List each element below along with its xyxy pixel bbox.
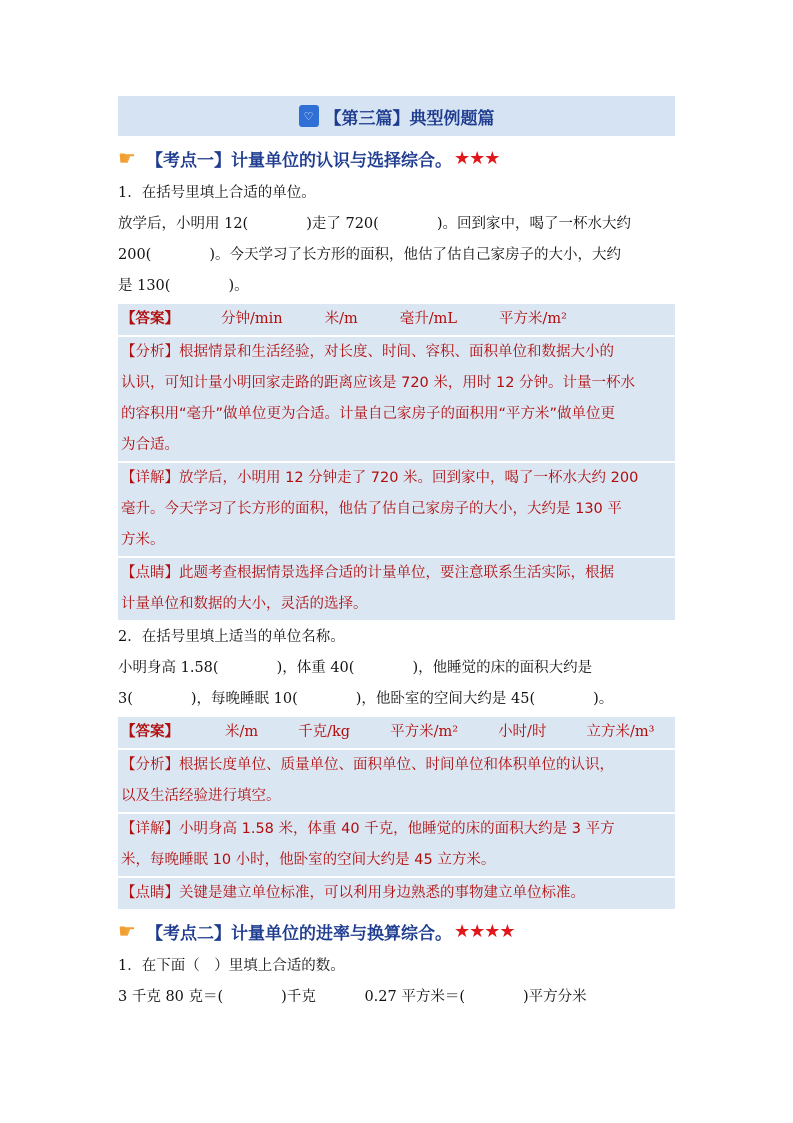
question-text-line [118,653,675,684]
text-segment: )，每晚睡眠 10( [190,691,298,707]
text-segment: )，他睡觉的床的面积大约是 [412,660,593,676]
question-3 [118,951,675,1013]
text-segment: 3( [118,691,133,707]
comment-box [118,878,675,909]
topic-title: 【考点二】计量单位的进率与换算综合。 [146,923,452,944]
answer-value: 分钟/min [221,311,283,327]
comment-line: 计量单位和数据的大小，灵活的选择。 [121,596,368,612]
answer-value: 毫升/mL [399,311,458,327]
difficulty-stars: ★★★★ [454,920,515,942]
analysis-line: 的容积用“毫升”做单位更为合适。计量自己家房子的面积用“平方米”做单位更 [121,406,616,422]
text-segment: )走了 720( [306,216,379,232]
detail-box [118,463,675,556]
difficulty-stars: ★★★ [454,147,500,169]
text-segment: )千克 [281,989,316,1005]
pointing-hand-icon: ☛ [118,146,136,170]
question-text-line [118,684,675,715]
topic-title: 【考点一】计量单位的认识与选择综合。 [146,150,452,171]
topic-heading-1 [118,140,675,176]
question-1 [118,178,675,620]
question-title: 1．在括号里填上合适的单位。 [118,185,316,201]
analysis-box [118,337,675,461]
question-text-line [118,209,675,240]
comment-box [118,558,675,620]
answer-tag: 【答案】 [121,724,179,740]
answer-value: 米/m [324,311,358,327]
text-segment: 0.27 平方米＝( [364,989,466,1005]
detail-line: 米，每晚睡眠 10 小时，他卧室的空间大约是 45 立方米。 [121,852,496,868]
text-segment: )，他卧室的空间大约是 45( [355,691,536,707]
answer-box [118,304,675,335]
question-title: 1．在下面（ ）里填上合适的数。 [118,958,345,974]
comment-line: 【点睛】关键是建立单位标准，可以利用身边熟悉的事物建立单位标准。 [121,885,585,901]
analysis-line: 认识，可知计量小明回家走路的距离应该是 720 米，用时 12 分钟。计量一杯水 [121,375,636,391]
answer-tag: 【答案】 [121,311,179,327]
answer-value: 平方米/m² [390,724,459,740]
analysis-line: 以及生活经验进行填空。 [121,788,281,804]
text-segment: 放学后，小明用 12( [118,216,249,232]
text-segment: )。 [593,691,614,707]
question-text-line [118,982,675,1013]
answer-line [118,304,675,335]
text-segment: )。 [228,278,249,294]
text-segment: )平方分米 [523,989,587,1005]
answer-value: 立方米/m³ [586,724,655,740]
text-segment: 是 130( [118,278,171,294]
analysis-line: 为合适。 [121,437,179,453]
detail-line: 方米。 [121,532,165,548]
book-icon: ♡ [299,105,319,127]
answer-value: 小时/时 [498,724,547,740]
text-segment: )，体重 40( [276,660,355,676]
answer-line [118,717,675,748]
answer-box [118,717,675,748]
detail-line: 毫升。今天学习了长方形的面积，他估了估自己家房子的大小，大约是 130 平 [121,501,622,517]
detail-line: 【详解】小明身高 1.58 米，体重 40 千克，他睡觉的床的面积大约是 3 平方 [121,821,615,837]
analysis-line: 【分析】根据长度单位、质量单位、面积单位、时间单位和体积单位的认识， [121,757,614,773]
question-title: 2．在括号里填上适当的单位名称。 [118,629,345,645]
analysis-line: 【分析】根据情景和生活经验，对长度、时间、容积、面积单位和数据大小的 [121,344,614,360]
text-segment: 小明身高 1.58( [118,660,219,676]
conversion-item [364,982,586,1013]
text-segment: )。回到家中，喝了一杯水大约 [436,216,631,232]
analysis-box [118,750,675,812]
answer-value: 米/m [225,724,259,740]
question-2 [118,622,675,909]
topic-heading-2 [118,913,675,949]
answer-value: 平方米/m² [499,311,567,327]
text-segment: 200( [118,247,152,263]
section-banner [118,96,675,136]
pointing-hand-icon: ☛ [118,919,136,943]
answer-value: 千克/kg [298,724,351,740]
detail-line: 【详解】放学后，小明用 12 分钟走了 720 米。回到家中，喝了一杯水大约 200 [121,470,639,486]
text-segment: 3 千克 80 克＝( [118,989,224,1005]
document-page [118,96,675,1013]
detail-box [118,814,675,876]
section-title: 【第三篇】典型例题篇 [324,108,495,129]
conversion-item [118,982,316,1013]
question-text-line [118,271,675,302]
text-segment: )。今天学习了长方形的面积，他估了估自己家房子的大小，大约 [209,247,621,263]
comment-line: 【点睛】此题考查根据情景选择合适的计量单位，要注意联系生活实际，根据 [121,565,614,581]
question-text-line [118,240,675,271]
